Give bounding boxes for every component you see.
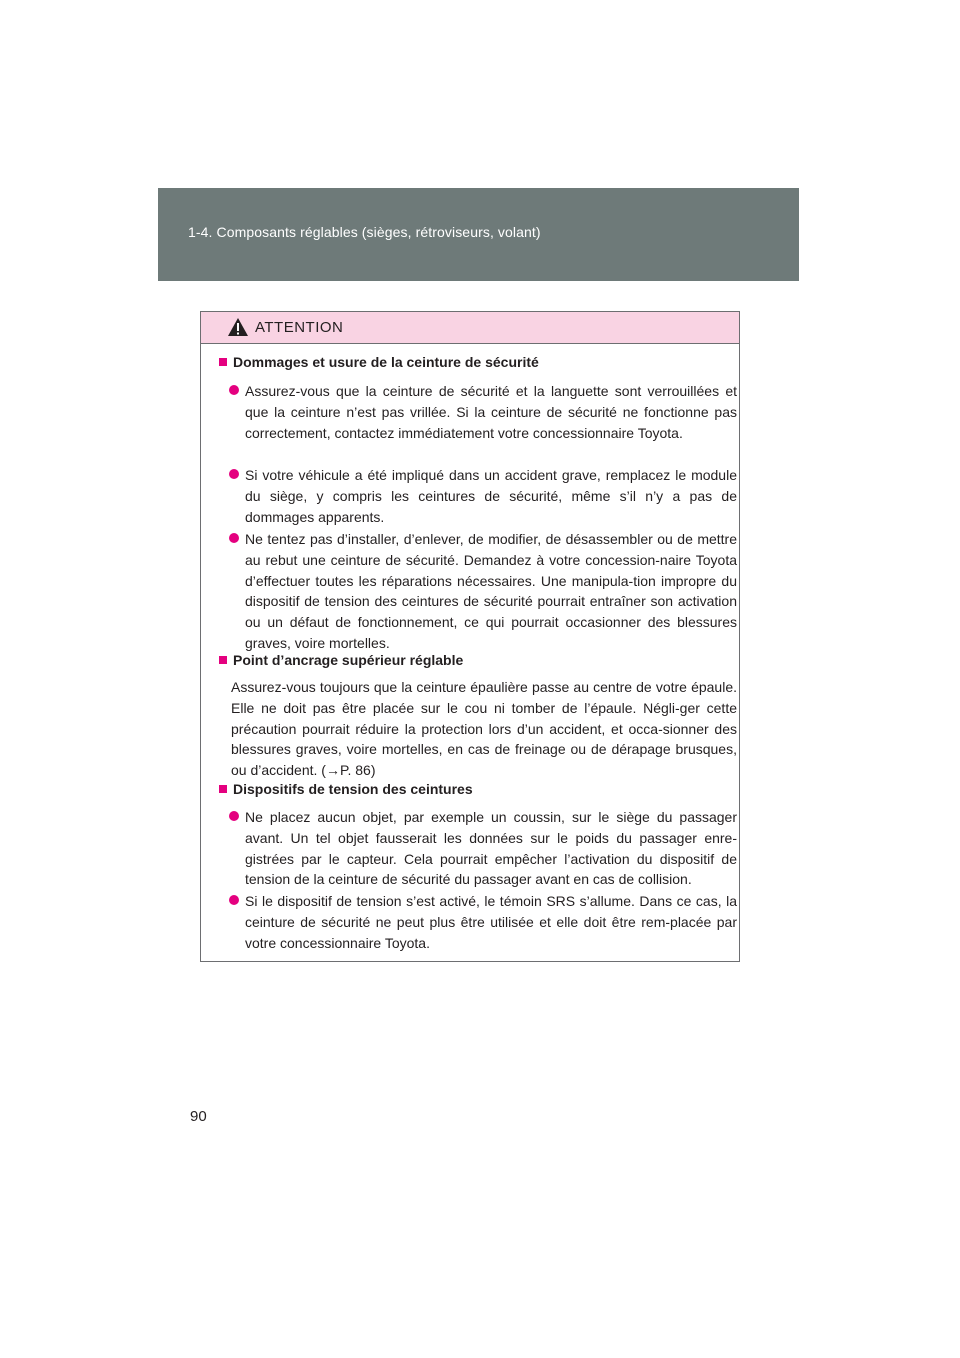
square-bullet-icon: [219, 358, 227, 366]
round-bullet-icon: [229, 385, 239, 395]
list-item: Si le dispositif de tension s’est activé, le témoin SRS s’allume. Dans ce cas, la ceinture de sécurité ne peut plus être utilisée et elle doit être rem-placée par votre concessionnaire Toyota.: [229, 891, 737, 953]
list-item: Si votre véhicule a été impliqué dans un accident grave, remplacez le module du siège, y compris les ceintures de sécurité, même s’il n’y a pas de dommages apparents.: [229, 465, 737, 527]
caution-title: ATTENTION: [255, 319, 344, 336]
list-item: Assurez-vous que la ceinture de sécurité et la languette sont verrouillées et que la ceinture n’est pas vrillée. Si la ceinture de sécurité ne fonctionne pas correctement, contactez immédiatement votre concessionnaire Toyota.: [229, 381, 737, 443]
round-bullet-icon: [229, 469, 239, 479]
list-item: Ne placez aucun objet, par exemple un coussin, sur le siège du passager avant. Un tel objet fausserait les données sur le poids du passager enre-gistrées par le capteur. Cela pourrait empêcher l’activation du dispositif de tension de la ceinture de sécurité du passager avant en cas de collision.: [229, 807, 737, 890]
section-title: Point d’ancrage supérieur réglable: [219, 652, 463, 668]
list-item: Ne tentez pas d’installer, d’enlever, de modifier, de désassembler ou de mettre au rebut une ceinture de sécurité. Demandez à votre concession-naire Toyota d’effectuer toutes les réparations nécessaires. Une manipula-tion impropre du dispositif de tension des ceintures de sécurité pourrait entraîner son activation ou un défaut de fonctionnement, ce qui pourrait occasionner des blessures graves, voire mortelles.: [229, 529, 737, 654]
section-title: Dispositifs de tension des ceintures: [219, 781, 473, 797]
square-bullet-icon: [219, 785, 227, 793]
section-paragraph: Assurez-vous toujours que la ceinture épaulière passe au centre de votre épaule. Elle ne doit pas être placée sur le cou ni tomber de l’épaule. Négli-ger cette précaution pourrait réduire la protection lors d’un accident, et occa-sionner des blessures graves, voire mortelles, en cas de freinage ou de dérapage brusques, ou d’accident. (→P. 86): [231, 679, 737, 779]
section-title: Dommages et usure de la ceinture de sécurité: [219, 354, 539, 370]
round-bullet-icon: [229, 533, 239, 543]
round-bullet-icon: [229, 895, 239, 905]
caution-box: [200, 311, 740, 962]
page-number: 90: [190, 1108, 207, 1125]
round-bullet-icon: [229, 811, 239, 821]
caution-header: [201, 312, 739, 344]
warning-triangle-icon: [227, 317, 249, 337]
chapter-header-band: [158, 188, 799, 281]
chapter-breadcrumb: 1-4. Composants réglables (sièges, rétroviseurs, volant): [188, 224, 541, 240]
square-bullet-icon: [219, 656, 227, 664]
